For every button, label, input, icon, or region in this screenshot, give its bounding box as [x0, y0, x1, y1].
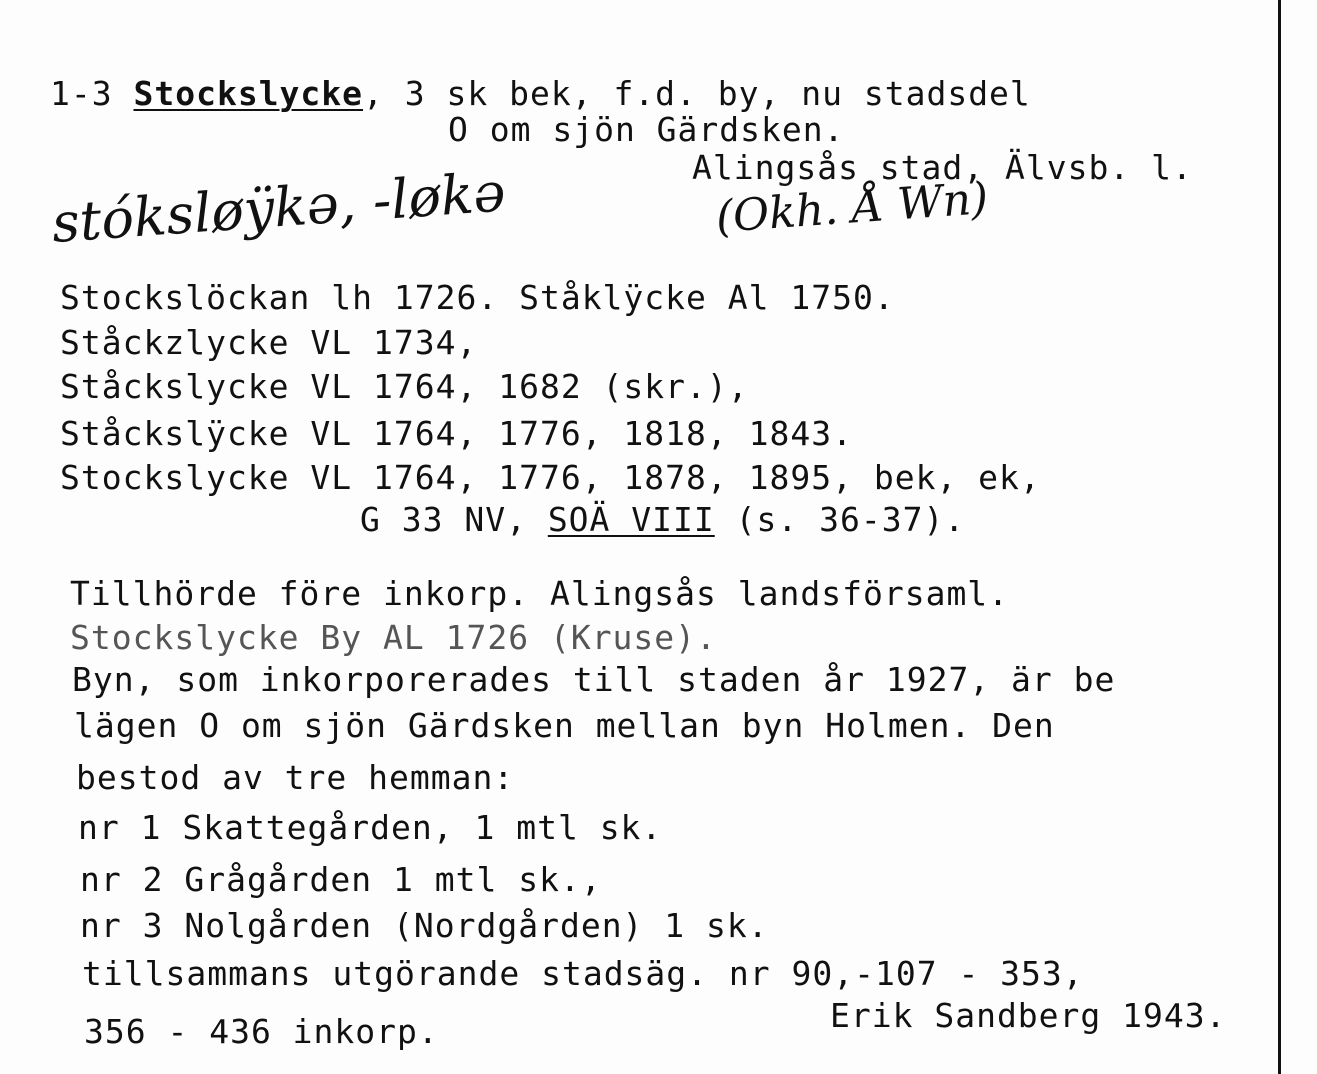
header-desc-1: , 3 sk bek, f.d. by, nu stadsdel — [363, 74, 1031, 113]
form-line-1: Stockslöckan lh 1726. Ståklÿcke Al 1750. — [60, 278, 895, 317]
header-line-1 — [50, 74, 1031, 113]
body-line-3: Byn, som inkorporerades till staden år 1927, är be — [72, 660, 1116, 699]
body-line-7: nr 2 Grågården 1 mtl sk., — [80, 860, 602, 899]
body-line-1: Tillhörde före inkorp. Alingsås landsförsaml. — [70, 574, 1010, 613]
entry-number: 1-3 — [50, 74, 113, 113]
body-line-6: nr 1 Skattegården, 1 mtl sk. — [78, 808, 663, 847]
form-line-2: Ståckzlycke VL 1734, — [60, 323, 478, 362]
header-desc-2: O om sjön Gärdsken. — [448, 110, 845, 149]
body-line-4: lägen O om sjön Gärdsken mellan byn Holmen. Den — [74, 706, 1055, 745]
body-line-10: 356 - 436 inkorp. — [84, 1012, 439, 1051]
map-reference — [360, 500, 965, 539]
form-line-4: Ståckslÿcke VL 1764, 1776, 1818, 1843. — [60, 414, 853, 453]
body-line-2: Stockslycke By AL 1726 (Kruse). — [70, 618, 717, 657]
header-desc-3: Alingsås stad, Älvsb. l. — [692, 148, 1193, 187]
card-edge-line — [1278, 0, 1281, 1074]
form-line-3: Ståckslycke VL 1764, 1682 (skr.), — [60, 367, 749, 406]
handwritten-pronunciation: stóksløÿkə, -løkə — [49, 160, 508, 255]
map-ref-prefix: G 33 NV, — [360, 500, 548, 539]
map-ref-suffix: (s. 36-37). — [714, 500, 966, 539]
body-line-5: bestod av tre hemman: — [76, 758, 515, 797]
signature: Erik Sandberg 1943. — [830, 996, 1227, 1035]
body-line-9: tillsammans utgörande stadsäg. nr 90,-107 - 353, — [82, 954, 1084, 993]
form-line-5: Stockslycke VL 1764, 1776, 1878, 1895, bek, ek, — [60, 458, 1041, 497]
body-line-8: nr 3 Nolgården (Nordgården) 1 sk. — [80, 906, 769, 945]
handwritten-source: (Okh. Å Wn) — [714, 173, 990, 243]
place-name: Stockslycke — [133, 74, 364, 113]
map-ref-source: SOÄ VIII — [547, 500, 715, 539]
